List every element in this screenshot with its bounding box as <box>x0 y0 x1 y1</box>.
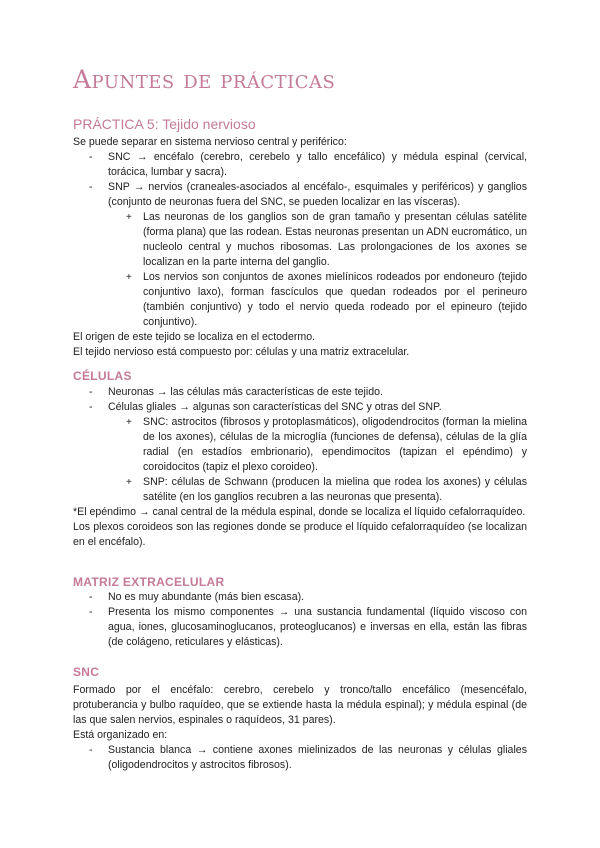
matriz-section <box>73 590 527 650</box>
list-item: - SNC → encéfalo (cerebro, cerebelo y tallo encefálico) y médula espinal (cervical, torácica, lumbar y sacra). <box>89 151 527 178</box>
list-item: - Neuronas → las células más características de este tejido. <box>89 386 383 398</box>
snc-section <box>73 683 527 773</box>
list-item: - Presenta los mismo componentes → una sustancia fundamental (líquido viscoso con agua, iones, glucosaminoglucanos, proteoglucanos) e inversas en ella, están las fibras (de colágeno, reticulares y elásticas). <box>89 606 527 648</box>
plus-bullet: + <box>126 212 132 223</box>
list-item: - No es muy abundante (más bien escasa). <box>89 591 305 603</box>
plus-bullet: + <box>126 477 132 488</box>
dash-bullet: - <box>89 591 93 603</box>
paragraph: Formado por el encéfalo: cerebro, cerebelo y tronco/tallo encefálico (mesencéfalo, protuberancia y bulbo raquídeo, que se extiende hasta la médula espinal); y médula espinal (de las que salen nervios, espinales o raquídeos, 31 pares). <box>73 684 527 726</box>
celulas-section <box>73 385 527 550</box>
dash-bullet: - <box>89 386 93 398</box>
practice-subtitle: PRÁCTICA 5: Tejido nervioso <box>73 116 256 132</box>
sub-list-item: + Los nervios son conjuntos de axones mielínicos rodeados por endoneuro (tejido conjuntivo laxo), forman fascículos que quedan rodeados por el perineuro (también conjuntivo) y todo el nervio queda rodeado por el epineuro (tejido conjuntivo). <box>126 271 527 328</box>
matriz-list <box>73 590 527 650</box>
plus-bullet: + <box>126 272 132 283</box>
intro-section <box>73 135 527 360</box>
intro-text: Se puede separar en sistema nervioso central y periférico: <box>73 136 347 148</box>
list-item: - Células gliales → algunas son características del SNC y otras del SNP. <box>89 401 442 413</box>
paragraph: Está organizado en: <box>73 729 168 741</box>
section-heading-celulas: CÉLULAS <box>73 369 132 383</box>
list-item: - Sustancia blanca → contiene axones mielinizados de las neuronas y células gliales (oligodendrocitos y astrocitos fibrosos). <box>89 744 527 771</box>
dash-bullet: - <box>89 401 93 413</box>
note-paragraph: *El epéndimo → canal central de la médula espinal, donde se localiza el líquido cefalorraquídeo. <box>73 506 526 518</box>
section-heading-matriz: MATRIZ EXTRACELULAR <box>73 575 225 589</box>
sub-list-item: + SNC: astrocitos (fibrosos y protoplasmáticos), oligodendrocitos (forman la mielina de los axones), células de la microglía (funciones de defensa), células de la glía radial (en estadíos embrionario), ependimocitos (tapizan el epéndimo) y coroidocitos (tapiz el plexo coroideo). <box>126 416 527 473</box>
celulas-list <box>73 385 527 505</box>
section-heading-snc: SNC <box>73 665 100 679</box>
plus-bullet: + <box>126 417 132 428</box>
paragraph: El tejido nervioso está compuesto por: células y una matriz extracelular. <box>73 346 410 358</box>
dash-bullet: - <box>89 606 93 618</box>
note-paragraph: Los plexos coroideos son las regiones donde se produce el líquido cefalorraquídeo (se localizan en el encéfalo). <box>73 521 527 548</box>
intro-list <box>73 150 527 330</box>
list-item: - SNP → nervios (craneales-asociados al encéfalo-, esquimales y periféricos) y ganglios (conjunto de neuronas fuera del SNC, se pueden localizar en las vísceras). <box>89 181 527 208</box>
snc-list <box>73 743 527 773</box>
dash-bullet: - <box>89 181 93 193</box>
page-title: Apuntes de prácticas <box>73 65 336 94</box>
dash-bullet: - <box>89 151 93 163</box>
dash-bullet: - <box>89 744 93 756</box>
paragraph: El origen de este tejido se localiza en el ectodermo. <box>73 331 316 343</box>
sub-list-item: + SNP: células de Schwann (producen la mielina que rodea los axones) y células satélite (en los ganglios recubren a las neuronas que presenta). <box>126 476 527 503</box>
sub-list-item: + Las neuronas de los ganglios son de gran tamaño y presentan células satélite (forma plana) que las rodean. Estas neuronas presentan un ADN eucromático, un nucleolo central y muchos ribosomas. Las prolongaciones de los axones se localizan en la parte interna del ganglio. <box>126 211 527 268</box>
